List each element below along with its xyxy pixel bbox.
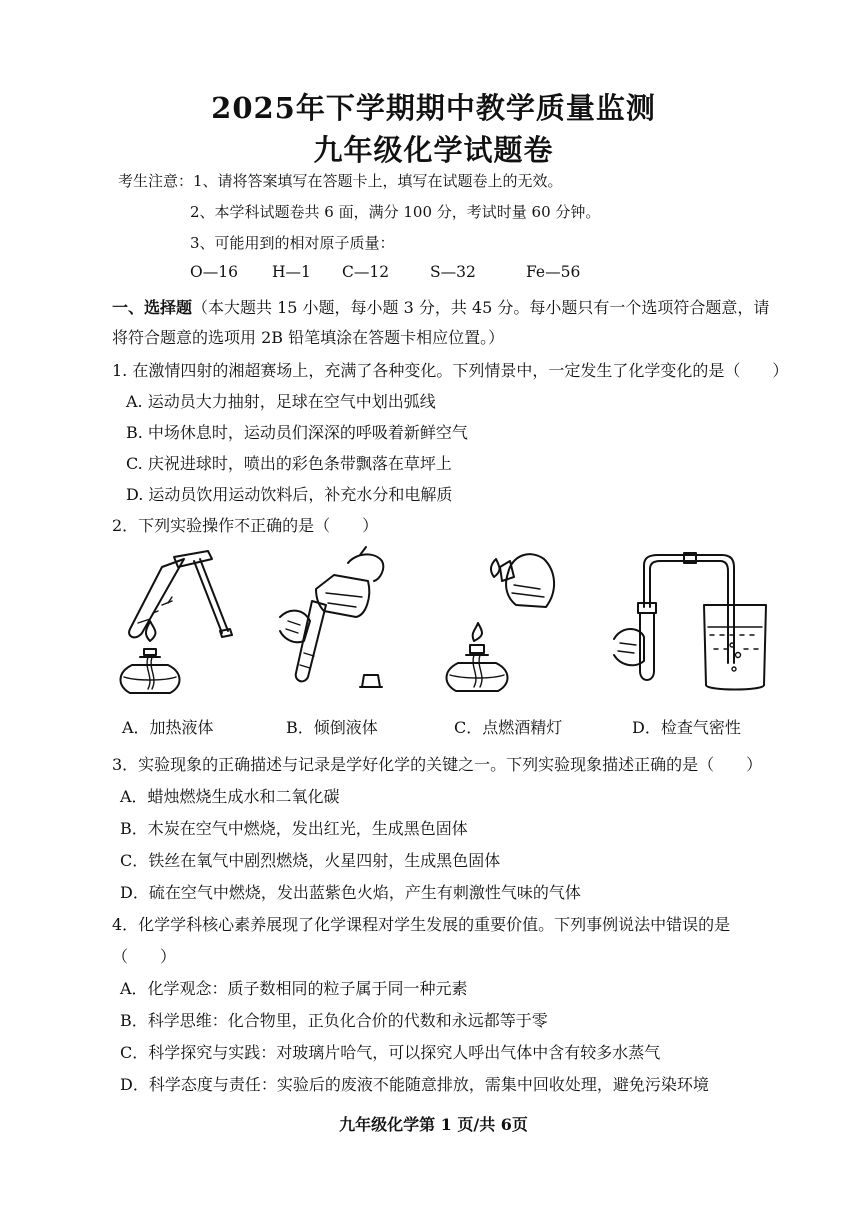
mass-o: O—16 (190, 263, 238, 281)
question-2-option-d: D．检查气密性 (632, 718, 741, 737)
question-3-option-d: D．硫在空气中燃烧，发出蓝紫色火焰，产生有刺激性气味的气体 (120, 883, 581, 902)
mass-c: C—12 (342, 263, 390, 281)
question-3-option-a: A．蜡烛燃烧生成水和二氧化碳 (120, 787, 340, 806)
question-1-option-d: D. 运动员饮用运动饮料后，补充水分和电解质 (126, 485, 453, 504)
question-4-stem: 4．化学学科核心素养展现了化学课程对学生发展的重要价值。下列事例说法中错误的是 (112, 915, 731, 934)
question-1-option-b: B. 中场休息时，运动员们深深的呼吸着新鲜空气 (126, 423, 468, 442)
question-1-option-c: C. 庆祝进球时，喷出的彩色条带飘落在草坪上 (126, 454, 452, 473)
notice-line-3: 3、可能用到的相对原子质量： (190, 234, 395, 252)
question-4-option-a: A．化学观念：质子数相同的粒子属于同一种元素 (120, 979, 468, 998)
question-2-option-a: A．加热液体 (122, 718, 214, 737)
atomic-mass-list (190, 262, 580, 281)
question-3-stem: 3．实验现象的正确描述与记录是学好化学的关键之一。下列实验现象描述正确的是（ ） (112, 755, 763, 774)
section-desc-1: （本大题共 15 小题，每小题 3 分，共 45 分。每小题只有一个选项符合题意，请 (192, 298, 770, 317)
question-4-option-b: B．科学思维：化合物里，正负化合价的代数和永远都等于零 (120, 1011, 548, 1030)
question-1-option-a: A. 运动员大力抽射，足球在空气中划出弧线 (126, 392, 436, 411)
question-2-option-b: B．倾倒液体 (286, 718, 378, 737)
question-4-stem-parens: （ ） (112, 947, 177, 966)
question-1-stem: 1. 在激情四射的湘超赛场上，充满了各种变化。下列情景中，一定发生了化学变化的是（ ） (112, 361, 789, 380)
figure-checking-airtightness (600, 545, 770, 705)
section-heading (112, 295, 769, 318)
question-2-option-c: C．点燃酒精灯 (454, 718, 563, 737)
question-3-option-c: C．铁丝在氧气中剧烈燃烧，火星四射，生成黑色固体 (120, 851, 501, 870)
mass-h: H—1 (272, 263, 311, 281)
page-subtitle: 九年级化学试题卷 (313, 133, 554, 167)
page-title: 2025年下学期期中教学质量监测 (211, 91, 656, 125)
question-4-option-d: D．科学态度与责任：实验后的废液不能随意排放，需集中回收处理，避免污染环境 (120, 1075, 709, 1094)
page-footer: 九年级化学第 1 页/共 6页 (339, 1115, 528, 1134)
question-2-stem: 2．下列实验操作不正确的是（ ） (112, 516, 379, 535)
section-title: 一、选择题 (112, 298, 193, 317)
mass-fe: Fe—56 (526, 263, 581, 281)
mass-s: S—32 (430, 263, 476, 281)
question-4-option-c: C．科学探究与实践：对玻璃片哈气，可以探究人呼出气体中含有较多水蒸气 (120, 1043, 661, 1062)
section-desc-2: 将符合题意的选项用 2B 铅笔填涂在答题卡相应位置。） (112, 328, 505, 347)
notice-line-1: 考生注意：1、请将答案填写在答题卡上，填写在试题卷上的无效。 (118, 172, 563, 190)
figure-pouring-liquid (270, 545, 400, 705)
notice-line-2: 2、本学科试题卷共 6 面，满分 100 分，考试时量 60 分钟。 (190, 203, 601, 221)
figure-heating-liquid (112, 545, 242, 705)
question-3-option-b: B．木炭在空气中燃烧，发出红光，生成黑色固体 (120, 819, 468, 838)
figure-lighting-alcohol-lamp (440, 545, 570, 705)
